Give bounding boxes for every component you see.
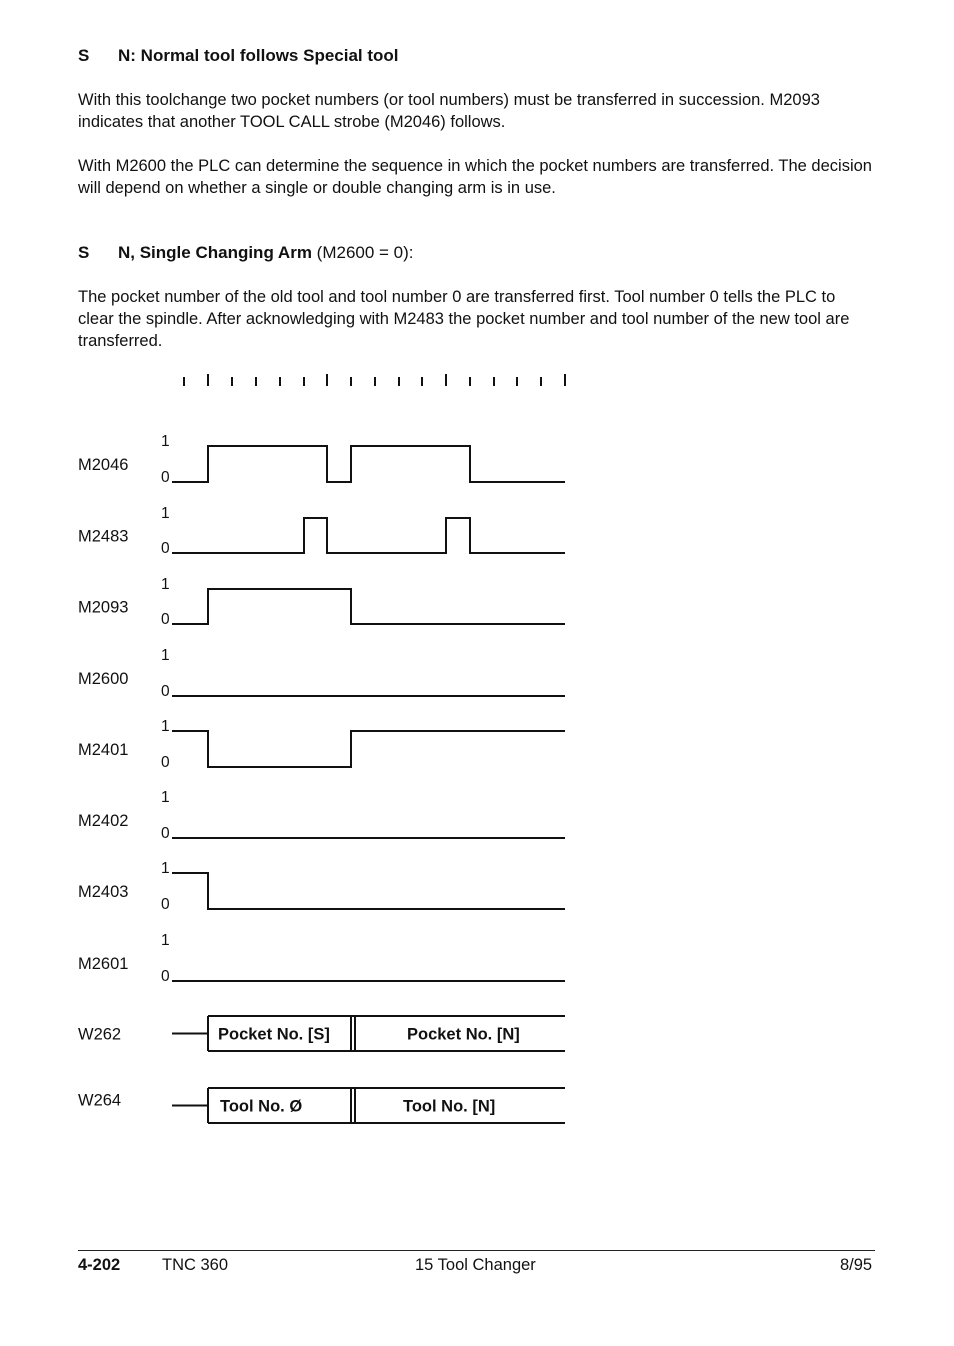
level-low-label: 0 — [161, 896, 170, 913]
level-low-label: 0 — [161, 968, 170, 985]
waveform-m2401 — [172, 731, 565, 767]
footer-product: TNC 360 — [162, 1256, 229, 1274]
heading-title: N, Single Changing Arm — [118, 243, 312, 262]
level-low-label: 0 — [161, 683, 170, 700]
footer-rule — [78, 1250, 875, 1251]
level-low-label: 0 — [161, 825, 170, 842]
level-high-label: 1 — [161, 576, 170, 593]
signal-label-m2093: M2093 — [78, 598, 129, 617]
heading-title: N: Normal tool follows Special tool — [118, 46, 399, 65]
signal-label-m2402: M2402 — [78, 812, 129, 830]
signal-label-m2601: M2601 — [78, 955, 129, 973]
level-high-label: 1 — [161, 433, 170, 450]
paragraph-transfer-sequence: The pocket number of the old tool and tool number 0 are transferred first. Tool number 0 tells the PLC to clear the spindle. After acknowledging with M2483 the pocket number and tool number of the new tool are transferred. — [78, 288, 850, 350]
word-value-first: Tool No. Ø — [220, 1097, 303, 1116]
level-low-label: 0 — [161, 611, 170, 628]
waveform-m2093 — [172, 589, 565, 624]
level-high-label: 1 — [161, 505, 170, 522]
level-high-label: 1 — [161, 860, 170, 877]
level-high-label: 1 — [161, 647, 170, 664]
word-value-second: Pocket No. [N] — [407, 1025, 520, 1044]
waveform-m2483 — [172, 518, 565, 553]
heading-suffix: (M2600 = 0): — [316, 243, 414, 262]
footer-date: 8/95 — [840, 1256, 873, 1274]
waveform-m2046 — [172, 446, 565, 482]
level-low-label: 0 — [161, 469, 170, 486]
heading-prefix: S — [78, 46, 90, 65]
level-low-label: 0 — [161, 754, 170, 771]
word-value-second: Tool No. [N] — [403, 1097, 496, 1116]
signal-label-m2401: M2401 — [78, 741, 129, 759]
signal-label-m2046: M2046 — [78, 456, 129, 474]
word-label-w262: W262 — [78, 1025, 122, 1044]
paragraph-m2600-sequence: With M2600 the PLC can determine the sequence in which the pocket numbers are transferred. The decision will depend on whether a single or double changing arm is in use. — [78, 157, 872, 197]
word-value-first: Pocket No. [S] — [218, 1025, 330, 1044]
footer-chapter: 15 Tool Changer — [415, 1256, 536, 1274]
paragraph-toolchange-pocket-numbers: With this toolchange two pocket numbers (or tool numbers) must be transferred in succession. M2093 indicates that another TOOL CALL strobe (M2046) follows. — [78, 91, 820, 131]
level-low-label: 0 — [161, 540, 170, 557]
word-label-w264: W264 — [78, 1091, 122, 1110]
waveform-m2403 — [172, 873, 565, 909]
heading-prefix: S — [78, 243, 90, 262]
signal-label-m2483: M2483 — [78, 527, 129, 546]
signal-label-m2600: M2600 — [78, 670, 129, 688]
level-high-label: 1 — [161, 789, 170, 806]
level-high-label: 1 — [161, 932, 170, 949]
signal-label-m2403: M2403 — [78, 883, 129, 901]
level-high-label: 1 — [161, 718, 170, 735]
footer-page-number: 4-202 — [78, 1256, 121, 1274]
